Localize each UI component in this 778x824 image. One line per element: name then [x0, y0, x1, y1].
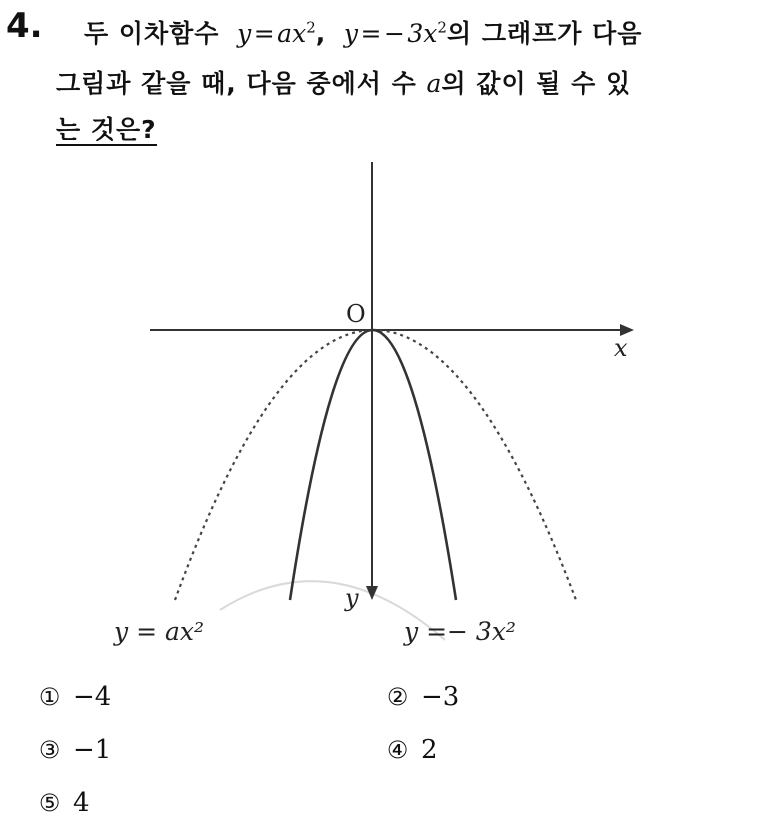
question-text-tail: 의 그래프가 다음	[446, 19, 643, 48]
choice-3-value: −1	[73, 735, 112, 765]
equation-y-ax2: y = $ax^2$	[229, 18, 316, 48]
choice-2-marker: ②	[386, 683, 409, 711]
origin-label: O	[346, 300, 366, 328]
question-separator: ,	[315, 19, 327, 48]
choice-1-value: −4	[73, 682, 112, 712]
choice-5[interactable]	[36, 788, 90, 818]
question-text-lead: 두 이차함수	[84, 19, 220, 48]
choice-2-value: −3	[421, 682, 460, 712]
question-line-2-tail: 의 값이 될 수 있	[441, 69, 632, 98]
choice-3[interactable]	[36, 735, 111, 765]
choice-5-value: 4	[73, 788, 90, 818]
variable-a: a	[426, 69, 442, 98]
choice-3-marker: ③	[38, 736, 61, 764]
question-line-3-text: 는 것은?	[56, 115, 157, 144]
choice-4[interactable]	[384, 735, 438, 765]
curve-dashed-ax2	[175, 330, 576, 600]
choice-4-marker: ④	[386, 736, 409, 764]
choice-2[interactable]	[384, 682, 459, 712]
choice-1[interactable]	[36, 682, 111, 712]
choice-1-marker: ①	[38, 683, 61, 711]
equation-y-neg3x2: y = − $3x^2$	[335, 18, 447, 48]
choice-5-marker: ⑤	[38, 789, 61, 817]
choice-4-value: 2	[421, 735, 438, 765]
x-axis-label: x	[614, 334, 628, 362]
curve-solid-label: y =− 3x²	[404, 617, 516, 646]
curve-dashed-label: y = ax²	[114, 617, 204, 646]
y-axis-label: y	[345, 584, 359, 612]
question-number: 4.	[6, 6, 43, 46]
question-line-2-lead: 그림과 같을 때, 다음 중에서 수	[56, 69, 417, 98]
y-axis-arrow	[366, 586, 378, 600]
